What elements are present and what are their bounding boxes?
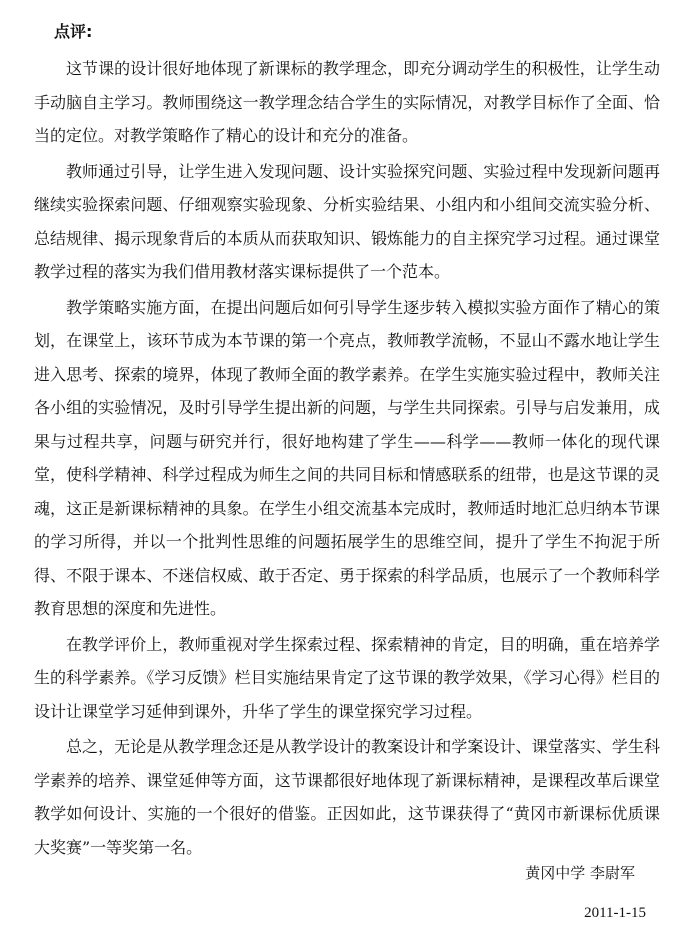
paragraph-5: 总之，无论是从教学理念还是从教学设计的教案设计和学案设计、课堂落实、学生科学素养的培养、课堂延伸等方面，这节课都很好地体现了新课标精神，是课程改革后课堂教学如何设计、实施的一个很好的借鉴。正因如此，这节课获得了“黄冈市新课标优质课大奖赛”一等奖第一名。 — [34, 737, 660, 857]
document-date: 2011-1-15 — [584, 905, 646, 921]
paragraph-4: 在教学评价上，教师重视对学生探索过程、探索精神的肯定，目的明确，重在培养学生的科学素养。《学习反馈》栏目实施结果肯定了这节课的教学效果，《学习心得》栏目的设计让课堂学习延伸到课外，升华了学生的课堂探究学习过程。 — [34, 634, 660, 721]
paragraph-3: 教学策略实施方面，在提出问题后如何引导学生逐步转入模拟实验方面作了精心的策划，在课堂上，该环节成为本节课的第一个亮点，教师教学流畅，不显山不露水地让学生进入思考、探索的境界，体现了教师全面的教学素养。在学生实施实验过程中，教师关注各小组的实验情况，及时引导学生提出新的问题，与学生共同探索。引导与启发兼用，成果与过程共享，问题与研究并行，很好地构建了学生——科学——教师一体化的现代课堂，使科学精神、科学过程成为师生之间的共同目标和情感联系的纽带，也是这节课的灵魂，这正是新课标精神的具象。在学生小组交流基本完成时，教师适时地汇总归纳本节课的学习所得，并以一个批判性思维的问题拓展学生的思维空间，提升了学生不拘泥于所得、不限于课本、不迷信权威、敢于否定、勇于探索的科学品质，也展示了一个教师科学教育思想的深度和先进性。 — [34, 297, 660, 618]
paragraph-2: 教师通过引导，让学生进入发现问题、设计实验探究问题、实验过程中发现新问题再继续实验探索问题、仔细观察实验现象、分析实验结果、小组内和小组间交流实验分析、总结规律、揭示现象背后的本质从而获取知识、锻炼能力的自主探究学习过程。通过课堂教学过程的落实为我们借用教材落实课标提供了一个范本。 — [34, 161, 660, 281]
author-signature: 黄冈中学 李尉军 — [525, 864, 635, 882]
paragraph-1: 这节课的设计很好地体现了新课标的教学理念，即充分调动学生的积极性，让学生动手动脑自主学习。教师围绕这一教学理念结合学生的实际情况，对教学目标作了全面、恰当的定位。对教学策略作了精心的设计和充分的准备。 — [34, 59, 660, 145]
comment-heading: 点评: — [54, 22, 93, 41]
